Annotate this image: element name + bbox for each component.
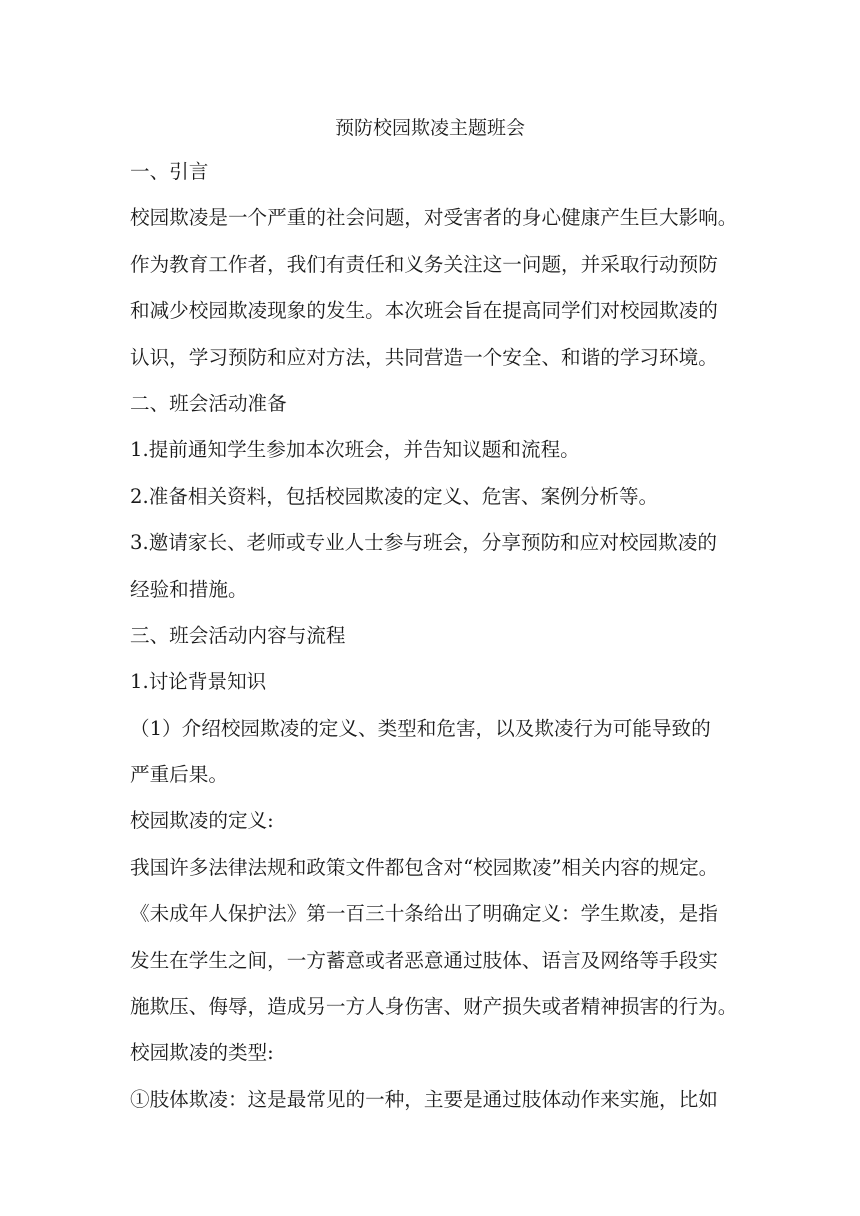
section-heading-content: 三、班会活动内容与流程	[130, 623, 346, 647]
list-item: 2.准备相关资料，包括校园欺凌的定义、危害、案例分析等。	[130, 484, 659, 508]
subsection-heading: 1.讨论背景知识	[130, 670, 267, 694]
list-item: （1）介绍校园欺凌的定义、类型和危害，以及欺凌行为可能导致的	[130, 716, 711, 740]
section-heading-preparation: 二、班会活动准备	[130, 391, 287, 415]
subheading-definition: 校园欺凌的定义:	[130, 809, 274, 833]
list-item: 1.提前通知学生参加本次班会，并告知议题和流程。	[130, 438, 580, 462]
subheading-types: 校园欺凌的类型:	[130, 1041, 274, 1065]
list-item: 3.邀请家长、老师或专业人士参与班会，分享预防和应对校园欺凌的	[130, 531, 717, 555]
paragraph-line: 施欺压、侮辱，造成另一方人身伤害、财产损失或者精神损害的行为。	[130, 995, 738, 1019]
document-body	[130, 157, 738, 1131]
paragraph-line: 校园欺凌是一个严重的社会问题，对受害者的身心健康产生巨大影响。	[130, 206, 738, 230]
list-item-continuation: 经验和措施。	[130, 577, 248, 601]
paragraph-line: 《未成年人保护法》第一百三十条给出了明确定义：学生欺凌，是指	[130, 902, 718, 926]
document-title: 预防校园欺凌主题班会	[334, 117, 525, 139]
paragraph-line: 和减少校园欺凌现象的发生。本次班会旨在提高同学们对校园欺凌的	[130, 299, 718, 323]
paragraph-line: 发生在学生之间，一方蓄意或者恶意通过肢体、语言及网络等手段实	[130, 948, 718, 972]
list-item: ①肢体欺凌：这是最常见的一种，主要是通过肢体动作来实施，比如	[130, 1087, 718, 1111]
paragraph-line: 我国许多法律法规和政策文件都包含对“校园欺凌”相关内容的规定。	[130, 855, 719, 879]
section-heading-intro: 一、引言	[130, 160, 209, 183]
list-item-continuation: 严重后果。	[130, 763, 228, 787]
paragraph-line: 认识，学习预防和应对方法，共同营造一个安全、和谐的学习环境。	[130, 345, 718, 369]
paragraph-line: 作为教育工作者，我们有责任和义务关注这一问题，并采取行动预防	[130, 252, 718, 276]
